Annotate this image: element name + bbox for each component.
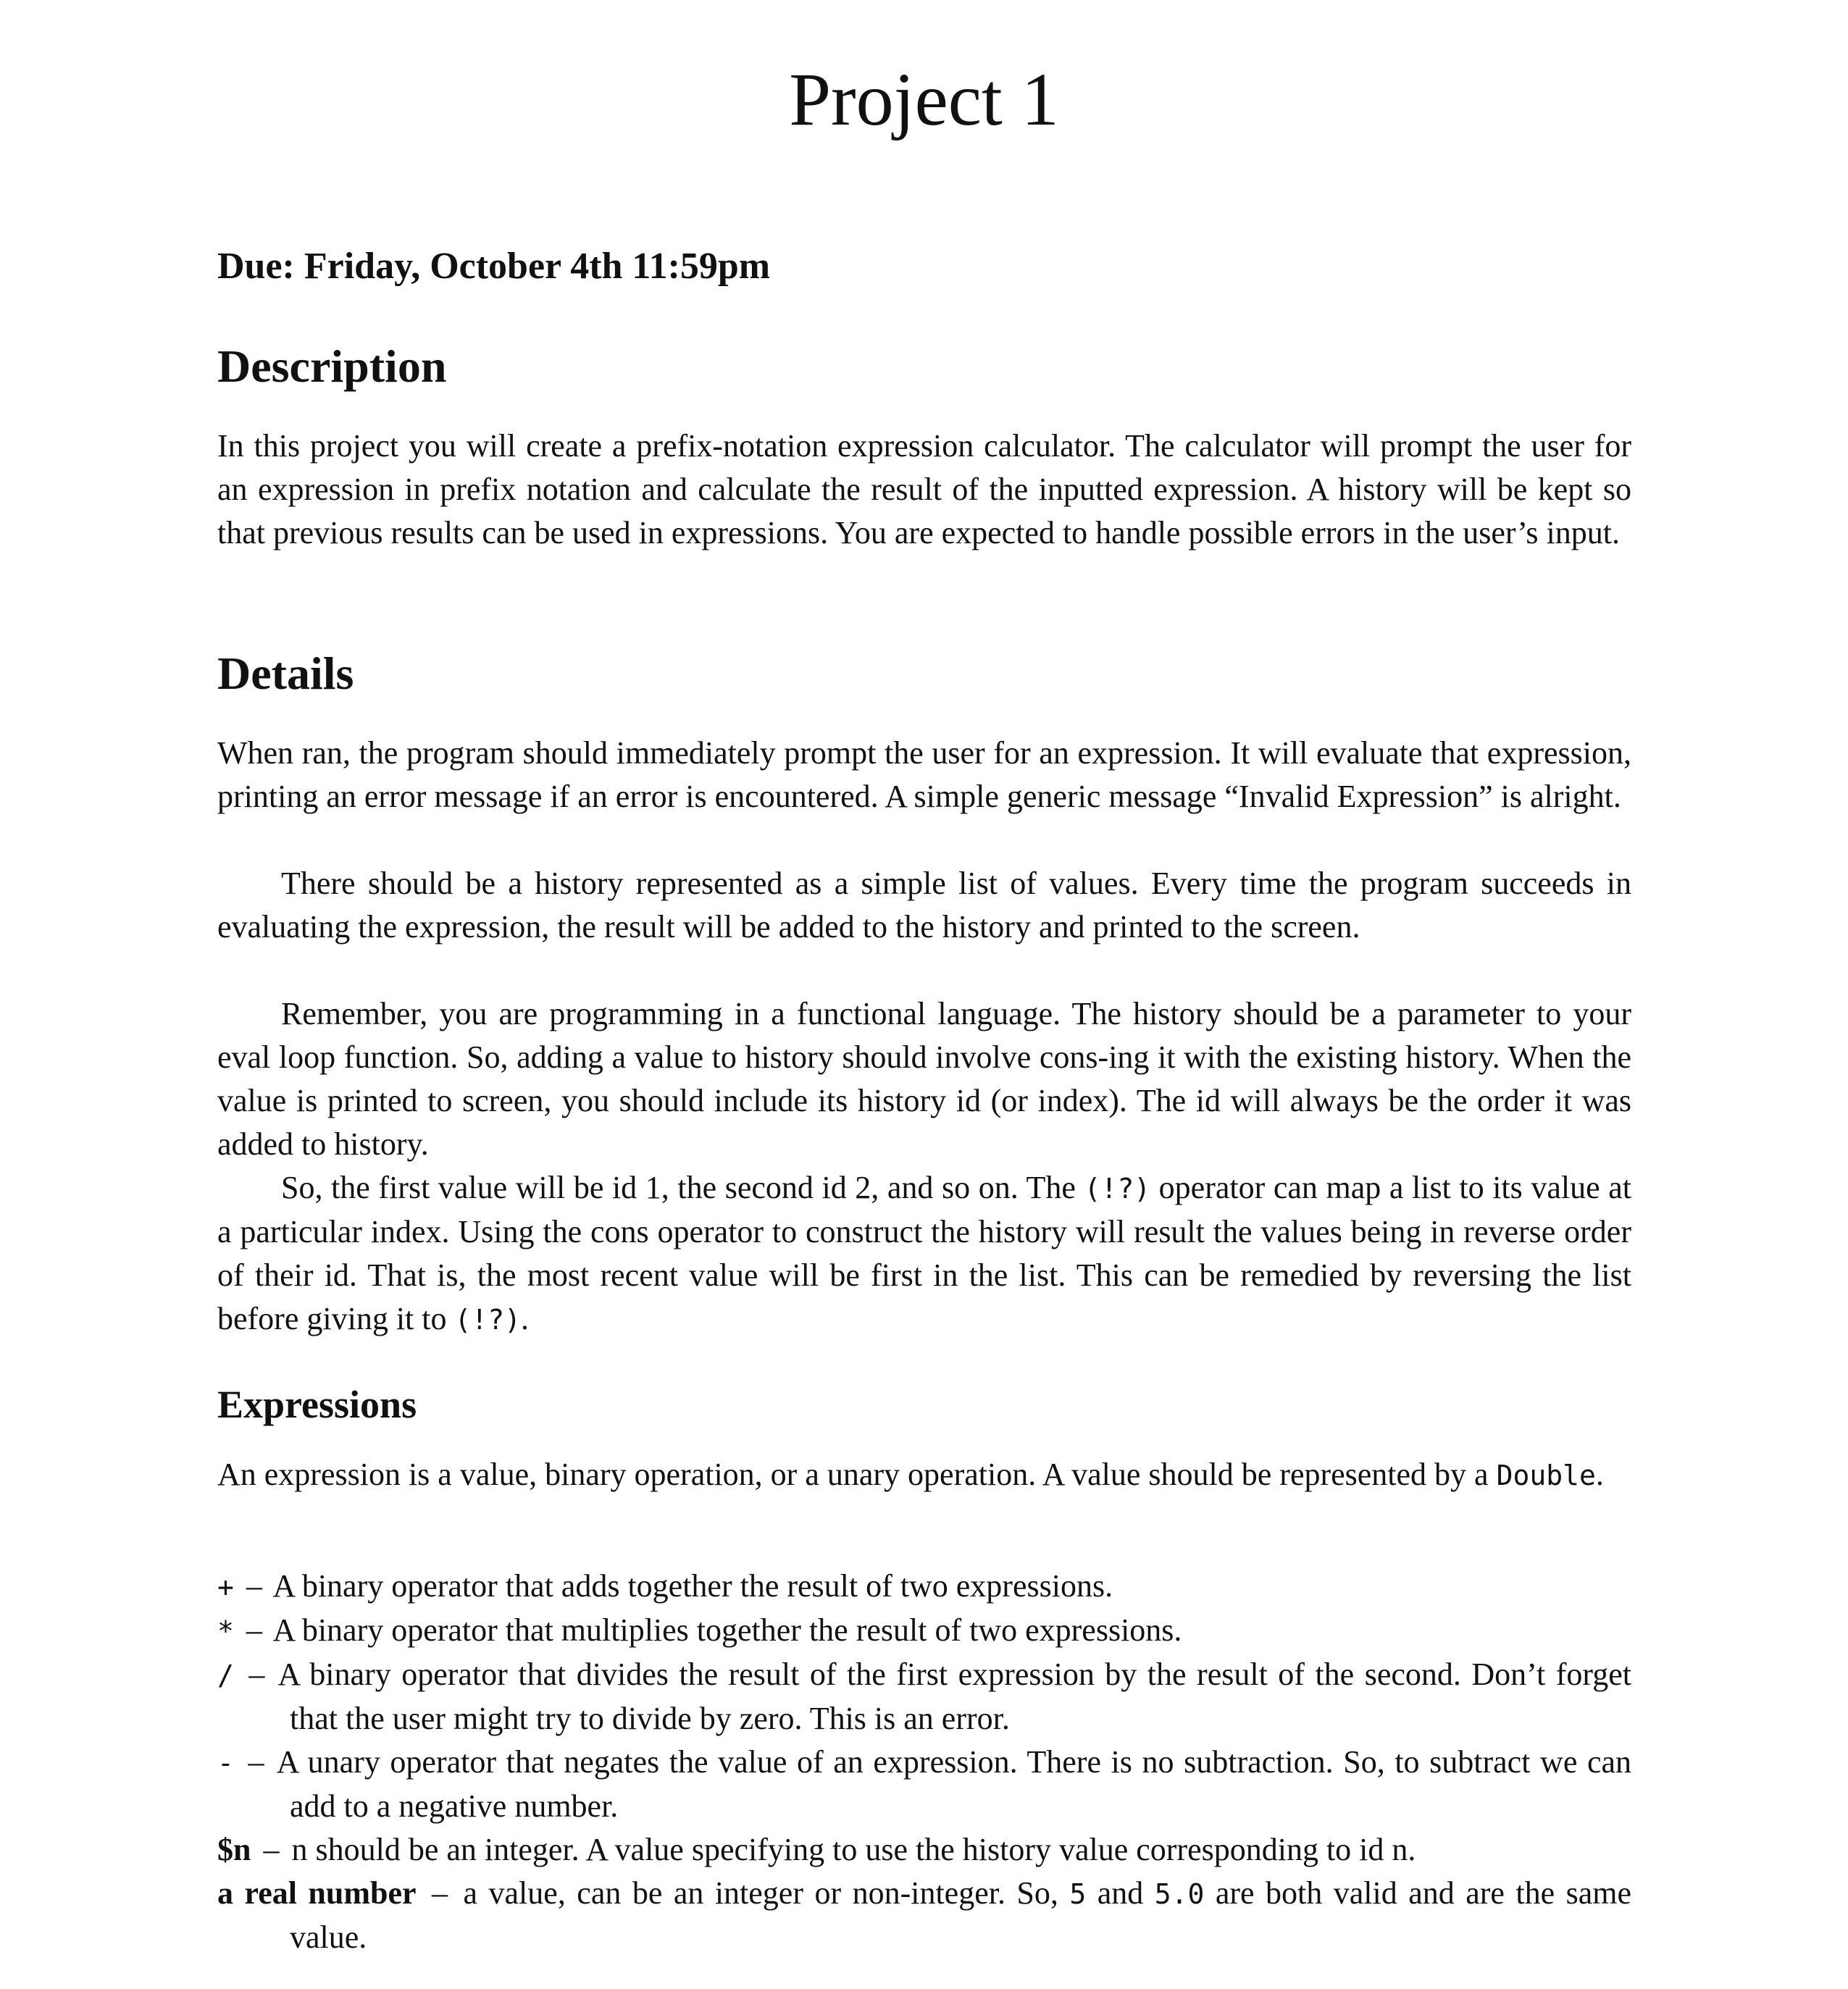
operator-desc: n should be an integer. A value specifying to use the history value corresponding to id n. — [291, 1832, 1416, 1867]
description-heading: Description — [217, 340, 447, 392]
details-paragraph-1: When ran, the program should immediately prompt the user for an expression. It will evaluate that expression, printing an error message if an error is encountered. A simple generic message “Invalid Expression” is alright. — [217, 735, 1631, 814]
operator-desc-b: and — [1086, 1875, 1155, 1911]
operator-term: + — [217, 1571, 234, 1603]
operator-code-2: 5.0 — [1154, 1878, 1205, 1910]
operator-term: a real number — [217, 1875, 417, 1911]
details-heading: Details — [217, 648, 354, 699]
dash: – — [246, 1568, 262, 1604]
details-p4-code-1: (!?) — [1084, 1173, 1151, 1205]
dash: – — [263, 1832, 280, 1867]
operator-term: * — [217, 1615, 234, 1647]
operator-code-1: 5 — [1069, 1878, 1087, 1910]
dash: – — [432, 1875, 448, 1911]
operator-desc-c: are both valid and are the same value. — [290, 1875, 1632, 1955]
expressions-intro-text-b: . — [1595, 1457, 1604, 1492]
operator-desc: A binary operator that multiplies together the result of two expressions. — [272, 1612, 1182, 1648]
operator-desc-a: a value, can be an integer or non-integer. So, — [463, 1875, 1070, 1911]
page-title: Project 1 — [789, 58, 1059, 141]
details-paragraph-2: There should be a history represented as a simple list of values. Every time the program succeeds in evaluating the expression, the result will be added to the history and printed to the screen. — [217, 866, 1631, 945]
details-p4-text-b: operator can map a list to its value at a particular index. Using the cons operator to construct the history will result the values being in reverse order of their id. That is, the most recent value will be first in the list. This can be remedied by reversing the list before giving it to — [217, 1170, 1632, 1336]
operator-item-negate — [217, 1741, 1631, 1828]
operator-term: - — [217, 1747, 234, 1779]
due-date: Due: Friday, October 4th 11:59pm — [217, 246, 771, 287]
operator-item-history-ref — [217, 1828, 1631, 1872]
operator-item-divide — [217, 1653, 1631, 1741]
expressions-intro-text-a: An expression is a value, binary operation, or a unary operation. A value should be represented by a — [217, 1457, 1497, 1492]
operator-item-multiply — [217, 1609, 1631, 1653]
details-p4-text-a: So, the first value will be id 1, the second id 2, and so on. The — [281, 1170, 1084, 1205]
dash: – — [248, 1744, 264, 1780]
expressions-intro-code: Double — [1496, 1460, 1596, 1491]
expressions-heading: Expressions — [217, 1383, 417, 1426]
operator-list — [217, 1565, 1631, 1959]
details-paragraph-4 — [217, 1166, 1631, 1341]
description-text: In this project you will create a prefix-notation expression calculator. The calculator will prompt the user for an expression in prefix notation and calculate the result of the inputted expression. A history will be kept so that previous results can be used in expressions. You are expected to handle possible errors in the user’s input. — [217, 428, 1631, 550]
operator-item-real-number — [217, 1872, 1631, 1959]
details-paragraph-3: Remember, you are programming in a functional language. The history should be a parameter to your eval loop function. So, adding a value to history should involve cons-ing it with the existing history. When the value is printed to screen, you should include its history id (or index). The id will always be the order it was added to history. — [217, 996, 1631, 1162]
operator-term: / — [217, 1659, 234, 1691]
operator-desc: A binary operator that adds together the result of two expressions. — [272, 1568, 1113, 1604]
details-p4-code-2: (!?) — [454, 1304, 522, 1336]
dash: – — [248, 1657, 265, 1692]
operator-item-plus — [217, 1565, 1631, 1609]
expressions-intro — [217, 1453, 1631, 1497]
operator-desc: A binary operator that divides the result of the first expression by the result of the second. Don’t forget that the user might try to divide by zero. This is an error. — [277, 1657, 1631, 1736]
details-p4-text-c: . — [521, 1301, 530, 1336]
operator-term: $n — [217, 1832, 251, 1867]
operator-desc: A unary operator that negates the value of an expression. There is no subtraction. So, to subtract we can add to a negative number. — [276, 1744, 1632, 1824]
dash: – — [246, 1612, 262, 1648]
